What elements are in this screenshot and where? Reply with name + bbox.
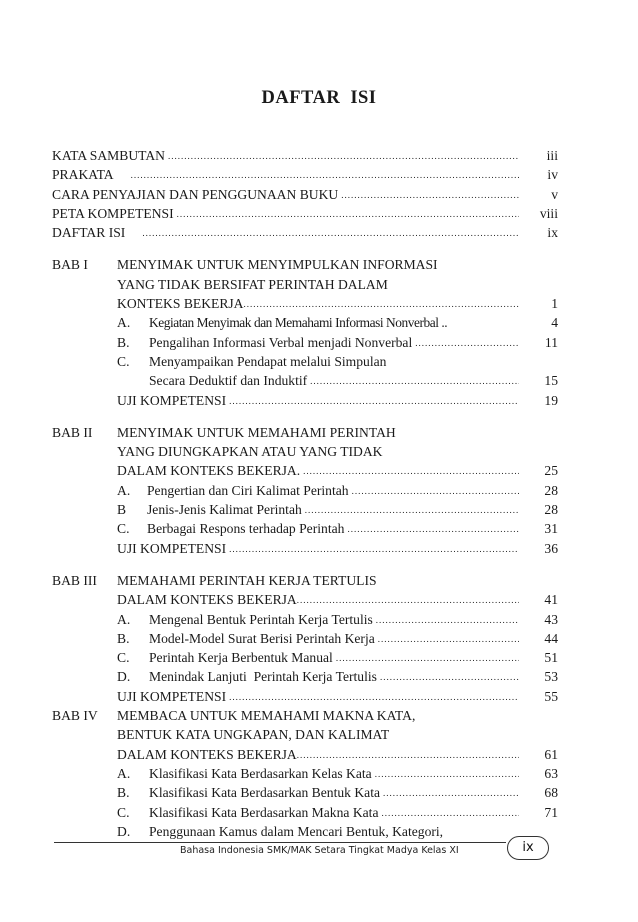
chapter-title: MENYIMAK UNTUK MEMAHAMI PERINTAH — [117, 424, 396, 440]
toc-entry-page: 1 — [551, 296, 558, 312]
leader-dots — [347, 520, 519, 539]
leader-dots — [168, 147, 519, 166]
toc-entry-label: UJI KOMPETENSI — [117, 540, 227, 556]
chapter-title: MEMAHAMI PERINTAH KERJA TERTULIS — [117, 572, 377, 588]
toc-entry-page: 51 — [544, 650, 558, 666]
item-letter: C. — [117, 650, 130, 666]
page-title: DAFTAR ISI — [261, 88, 377, 108]
toc-entry-page: 71 — [544, 804, 558, 820]
chapter-title: MENYIMAK UNTUK MENYIMPULKAN INFORMASI — [117, 257, 438, 273]
leader-dots — [375, 765, 519, 784]
toc-entry-label: Mengenal Bentuk Perintah Kerja Tertulis — [149, 611, 373, 627]
leader-dots — [415, 334, 519, 353]
chapter-number: BAB IV — [52, 708, 98, 724]
toc-entry-page: 25 — [544, 463, 558, 479]
toc-entry[interactable] — [52, 294, 558, 313]
toc-entry[interactable] — [52, 764, 558, 783]
chapter-heading-line — [52, 725, 558, 744]
item-letter: D. — [117, 669, 131, 685]
toc-entry[interactable] — [52, 687, 558, 706]
toc-entry-page: iii — [546, 148, 558, 163]
toc-entry[interactable] — [52, 313, 558, 332]
chapter-title: DALAM KONTEKS BEKERJA — [117, 746, 297, 762]
toc-entry-page: 11 — [544, 334, 558, 350]
toc-entry-label: Berbagai Respons terhadap Perintah — [147, 521, 345, 537]
toc-entry-page: 43 — [544, 611, 558, 627]
toc-entry[interactable] — [52, 165, 558, 184]
toc-entry-page: 19 — [544, 392, 558, 408]
toc-entry-label: UJI KOMPETENSI — [117, 688, 227, 704]
toc-entry-label: KATA SAMBUTAN — [52, 148, 166, 163]
leader-dots — [303, 462, 519, 481]
item-letter: B — [117, 502, 127, 518]
toc-entry-page: 28 — [544, 502, 558, 518]
leader-dots — [341, 186, 519, 205]
toc-entry-label: CARA PENYAJIAN DAN PENGGUNAAN BUKU — [52, 186, 339, 202]
chapter-number: BAB I — [52, 257, 88, 273]
leader-dots — [383, 784, 519, 803]
chapter-number: BAB III — [52, 572, 97, 588]
leader-dots — [382, 804, 520, 823]
footer-divider — [54, 842, 506, 843]
chapter-number: BAB II — [52, 424, 93, 440]
toc-entry[interactable] — [52, 629, 558, 648]
toc-entry-label: Jenis-Jenis Kalimat Perintah — [147, 502, 302, 518]
toc-entry[interactable] — [52, 803, 558, 822]
toc-entry-label: Menyampaikan Pendapat melalui Simpulan — [149, 353, 387, 369]
toc-entry[interactable] — [52, 223, 558, 242]
toc-entry[interactable] — [52, 391, 558, 410]
chapter-heading[interactable] — [52, 423, 558, 442]
toc-entry[interactable] — [52, 745, 558, 764]
toc-entry-page: 63 — [544, 765, 558, 781]
chapter-heading[interactable] — [52, 571, 558, 590]
item-letter: B. — [117, 630, 130, 646]
toc-entry[interactable] — [52, 481, 558, 500]
item-letter: A. — [117, 315, 131, 331]
toc-entry[interactable] — [52, 519, 558, 538]
toc-entry[interactable] — [52, 185, 558, 204]
toc-entry[interactable] — [52, 461, 558, 480]
toc-entry[interactable] — [52, 333, 558, 352]
toc-entry-page: 41 — [544, 592, 558, 608]
toc-entry[interactable] — [52, 610, 558, 629]
toc-entry-page: 15 — [544, 373, 558, 389]
toc-entry-label: Model-Model Surat Berisi Perintah Kerja — [149, 630, 375, 646]
leader-dots — [376, 611, 519, 630]
leader-dots — [177, 205, 519, 224]
footer-page-number: ix — [507, 836, 549, 860]
toc-entry-label: Penggunaan Kamus dalam Mencari Bentuk, Kategori, — [149, 823, 444, 839]
toc-entry[interactable] — [52, 590, 558, 609]
toc-entry-label: PETA KOMPETENSI — [52, 205, 174, 221]
toc-entry-label: Perintah Kerja Berbentuk Manual — [149, 650, 333, 666]
leader-dots — [378, 630, 519, 649]
chapter-title: BENTUK KATA UNGKAPAN, DAN KALIMAT — [117, 727, 390, 743]
leader-dots — [244, 295, 520, 314]
toc-entry-label: Pengalihan Informasi Verbal menjadi Nonverbal — [149, 334, 413, 350]
chapter-title: YANG TIDAK BERSIFAT PERINTAH DALAM — [117, 276, 388, 292]
leader-dots — [142, 224, 519, 243]
item-letter: C. — [117, 804, 130, 820]
table-of-contents — [52, 146, 558, 841]
item-letter: A. — [117, 482, 131, 498]
chapter-title: DALAM KONTEKS BEKERJA — [117, 592, 297, 608]
leader-dots — [229, 392, 519, 411]
toc-entry-page: ix — [547, 225, 558, 241]
toc-entry-label: Kegiatan Menyimak dan Memahami Informasi Nonverbal .. — [149, 315, 448, 331]
toc-entry-label: DAFTAR ISI — [52, 225, 126, 241]
chapter-title: DALAM KONTEKS BEKERJA. — [117, 463, 301, 479]
toc-entry-page: 36 — [544, 540, 558, 556]
chapter-title: YANG DIUNGKAPKAN ATAU YANG TIDAK — [117, 444, 383, 460]
toc-entry[interactable] — [52, 352, 558, 371]
item-letter: A. — [117, 765, 131, 781]
toc-entry[interactable] — [52, 500, 558, 519]
toc-entry-label: Secara Deduktif dan Induktif — [149, 373, 308, 389]
toc-entry[interactable] — [52, 822, 558, 841]
item-letter: D. — [117, 823, 131, 839]
leader-dots — [352, 482, 519, 501]
toc-entry-page: iv — [547, 167, 558, 183]
chapter-heading[interactable] — [52, 706, 558, 725]
toc-entry[interactable] — [52, 204, 558, 223]
toc-entry-page: 68 — [544, 785, 558, 801]
item-letter: A. — [117, 611, 131, 627]
toc-entry[interactable] — [52, 539, 558, 558]
chapter-heading-line — [52, 442, 558, 461]
toc-entry[interactable] — [52, 667, 558, 686]
leader-dots — [229, 540, 519, 559]
footer-book-title: Bahasa Indonesia SMK/MAK Setara Tingkat Madya Kelas XI — [180, 845, 459, 856]
toc-entry-label: UJI KOMPETENSI — [117, 392, 227, 408]
toc-entry-page: 61 — [544, 746, 558, 762]
toc-entry-label: PRAKATA — [52, 167, 114, 183]
leader-dots — [229, 688, 519, 707]
leader-dots — [380, 668, 519, 687]
toc-entry[interactable] — [52, 648, 558, 667]
toc-entry-label: Pengertian dan Ciri Kalimat Perintah — [147, 482, 349, 498]
item-letter: B. — [117, 785, 130, 801]
toc-entry-page: 55 — [544, 688, 558, 704]
toc-entry-page: 31 — [544, 521, 558, 537]
leader-dots — [131, 166, 519, 185]
chapter-heading[interactable] — [52, 255, 558, 274]
chapter-title: MEMBACA UNTUK MEMAHAMI MAKNA KATA, — [117, 708, 416, 724]
chapter-heading-line — [52, 275, 558, 294]
toc-entry[interactable] — [52, 783, 558, 802]
toc-entry[interactable] — [52, 371, 558, 390]
leader-dots — [336, 649, 519, 668]
chapter-title: KONTEKS BEKERJA — [117, 296, 244, 312]
toc-entry-page: 4 — [551, 315, 558, 331]
toc-entry-page: viii — [539, 205, 558, 221]
toc-entry-label: Klasifikasi Kata Berdasarkan Bentuk Kata — [149, 785, 381, 801]
leader-dots — [297, 746, 519, 765]
toc-entry-page: 53 — [544, 669, 558, 685]
leader-dots — [297, 591, 519, 610]
toc-entry[interactable] — [52, 146, 558, 165]
toc-entry-page: 28 — [544, 482, 558, 498]
toc-entry-page: 44 — [544, 630, 558, 646]
item-letter: C. — [117, 521, 130, 537]
toc-entry-page: v — [551, 186, 558, 202]
leader-dots — [305, 501, 519, 520]
leader-dots — [310, 372, 519, 391]
toc-entry-label: Klasifikasi Kata Berdasarkan Makna Kata — [149, 804, 379, 820]
toc-entry-label: Klasifikasi Kata Berdasarkan Kelas Kata — [149, 765, 372, 781]
item-letter: C. — [117, 353, 130, 369]
item-letter: B. — [117, 334, 130, 350]
toc-entry-label: Menindak Lanjuti Perintah Kerja Tertulis — [149, 669, 377, 685]
